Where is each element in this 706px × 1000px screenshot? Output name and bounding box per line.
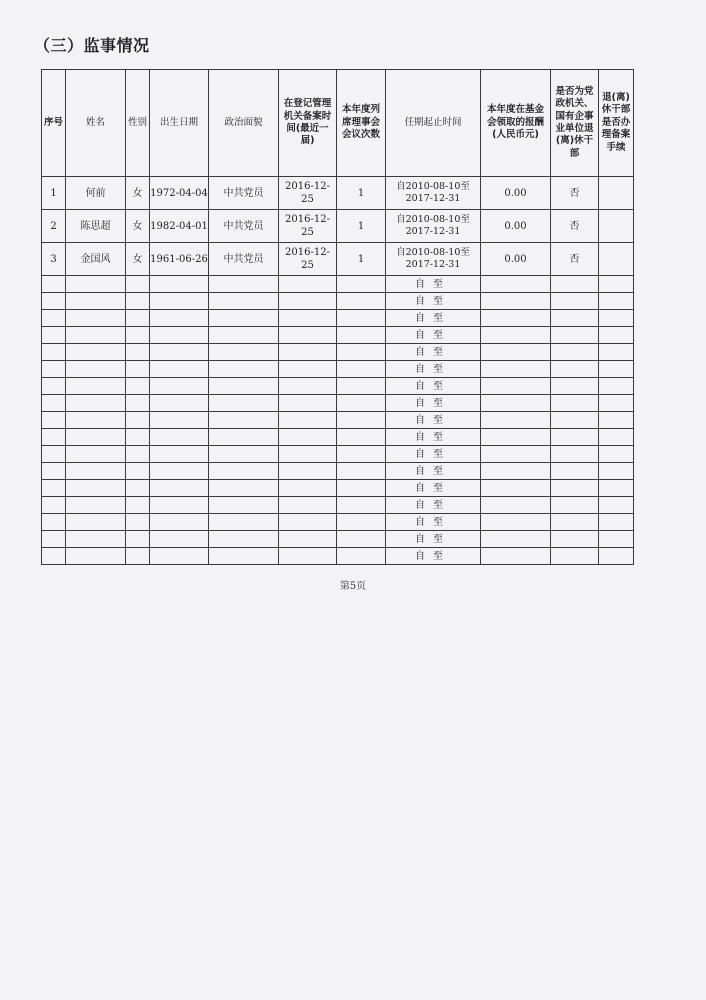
cell-term xyxy=(386,210,481,243)
cell-term: 自至 xyxy=(386,412,481,429)
header-retired-procedure: 退(离)休干部是否办理备案手续 xyxy=(599,70,634,177)
cell-retired-procedure xyxy=(599,210,634,243)
cell-empty xyxy=(126,531,150,548)
cell-empty xyxy=(66,463,126,480)
cell-term: 自至 xyxy=(386,361,481,378)
cell-empty xyxy=(279,327,337,344)
cell-name: 何前 xyxy=(66,177,126,210)
table-row-blank xyxy=(42,395,634,412)
term-start: 自2010-08-10至 xyxy=(396,180,470,192)
header-filing-time: 在登记管理机关备案时间(最近一届) xyxy=(279,70,337,177)
cell-political: 中共党员 xyxy=(209,210,279,243)
cell-filing-time: 2016-12-25 xyxy=(279,177,337,210)
table-row-blank xyxy=(42,378,634,395)
cell-empty xyxy=(551,531,599,548)
cell-empty xyxy=(551,327,599,344)
cell-empty xyxy=(42,310,66,327)
cell-empty xyxy=(279,446,337,463)
cell-empty xyxy=(337,531,386,548)
cell-empty xyxy=(481,531,551,548)
cell-empty xyxy=(481,310,551,327)
cell-empty xyxy=(66,344,126,361)
cell-empty xyxy=(551,480,599,497)
cell-empty xyxy=(150,310,209,327)
cell-empty xyxy=(209,293,279,310)
cell-empty xyxy=(66,548,126,565)
cell-filing-time: 2016-12-25 xyxy=(279,243,337,276)
cell-empty xyxy=(599,344,634,361)
cell-empty xyxy=(42,514,66,531)
cell-empty xyxy=(66,310,126,327)
cell-empty xyxy=(279,463,337,480)
cell-empty xyxy=(209,429,279,446)
cell-term: 自至 xyxy=(386,514,481,531)
page-title: （三）监事情况 xyxy=(34,36,150,55)
cell-empty xyxy=(66,480,126,497)
cell-empty xyxy=(279,378,337,395)
cell-empty xyxy=(209,463,279,480)
cell-birth: 1982-04-01 xyxy=(150,210,209,243)
cell-term: 自至 xyxy=(386,310,481,327)
cell-empty xyxy=(126,548,150,565)
cell-empty xyxy=(279,480,337,497)
cell-meetings: 1 xyxy=(337,243,386,276)
cell-empty xyxy=(551,497,599,514)
cell-empty xyxy=(209,446,279,463)
cell-empty xyxy=(599,395,634,412)
cell-empty xyxy=(599,276,634,293)
cell-term: 自至 xyxy=(386,463,481,480)
cell-empty xyxy=(66,412,126,429)
cell-term: 自至 xyxy=(386,480,481,497)
header-meetings: 本年度列席理事会会议次数 xyxy=(337,70,386,177)
cell-empty xyxy=(279,548,337,565)
term-end: 2017-12-31 xyxy=(405,193,461,204)
cell-empty xyxy=(42,395,66,412)
cell-empty xyxy=(599,514,634,531)
cell-empty xyxy=(279,395,337,412)
cell-empty xyxy=(126,378,150,395)
cell-remuneration: 0.00 xyxy=(481,177,551,210)
cell-retired-procedure xyxy=(599,177,634,210)
table-row-blank xyxy=(42,514,634,531)
cell-empty xyxy=(279,412,337,429)
cell-empty xyxy=(337,429,386,446)
cell-birth: 1972-04-04 xyxy=(150,177,209,210)
cell-name: 金国风 xyxy=(66,243,126,276)
cell-empty xyxy=(126,497,150,514)
cell-empty xyxy=(126,344,150,361)
cell-name: 陈思超 xyxy=(66,210,126,243)
cell-empty xyxy=(150,412,209,429)
cell-empty xyxy=(126,327,150,344)
cell-empty xyxy=(66,276,126,293)
cell-empty xyxy=(42,480,66,497)
cell-empty xyxy=(551,446,599,463)
table-row-blank xyxy=(42,293,634,310)
cell-seq: 1 xyxy=(42,177,66,210)
supervisors-table xyxy=(41,69,634,565)
cell-empty xyxy=(599,463,634,480)
cell-empty xyxy=(126,293,150,310)
cell-empty xyxy=(66,497,126,514)
cell-empty xyxy=(126,446,150,463)
cell-empty xyxy=(551,395,599,412)
cell-term: 自至 xyxy=(386,395,481,412)
cell-empty xyxy=(209,378,279,395)
cell-empty xyxy=(209,361,279,378)
cell-empty xyxy=(599,446,634,463)
cell-empty xyxy=(66,293,126,310)
table-row-blank xyxy=(42,361,634,378)
cell-term: 自至 xyxy=(386,276,481,293)
cell-empty xyxy=(481,548,551,565)
cell-seq: 3 xyxy=(42,243,66,276)
cell-empty xyxy=(481,276,551,293)
cell-empty xyxy=(279,293,337,310)
cell-empty xyxy=(337,276,386,293)
cell-empty xyxy=(126,514,150,531)
table-row-blank xyxy=(42,480,634,497)
cell-empty xyxy=(337,344,386,361)
cell-empty xyxy=(150,514,209,531)
table-row-blank xyxy=(42,531,634,548)
cell-meetings: 1 xyxy=(337,177,386,210)
cell-term xyxy=(386,243,481,276)
cell-empty xyxy=(126,276,150,293)
cell-gender: 女 xyxy=(126,243,150,276)
cell-empty xyxy=(66,395,126,412)
table-header-row xyxy=(42,70,634,177)
cell-term xyxy=(386,177,481,210)
cell-empty xyxy=(481,293,551,310)
table-row-blank xyxy=(42,327,634,344)
cell-empty xyxy=(42,497,66,514)
cell-empty xyxy=(42,344,66,361)
term-start: 自2010-08-10至 xyxy=(396,246,470,258)
cell-empty xyxy=(150,497,209,514)
cell-empty xyxy=(599,497,634,514)
header-name: 姓名 xyxy=(66,70,126,177)
cell-empty xyxy=(42,327,66,344)
cell-empty xyxy=(209,310,279,327)
cell-gender: 女 xyxy=(126,177,150,210)
cell-empty xyxy=(150,480,209,497)
cell-empty xyxy=(551,514,599,531)
cell-empty xyxy=(337,412,386,429)
page-number: 第5页 xyxy=(339,581,367,592)
cell-empty xyxy=(551,310,599,327)
table-row-blank xyxy=(42,310,634,327)
cell-empty xyxy=(551,276,599,293)
cell-empty xyxy=(150,378,209,395)
cell-political: 中共党员 xyxy=(209,243,279,276)
cell-empty xyxy=(209,412,279,429)
cell-empty xyxy=(551,293,599,310)
cell-empty xyxy=(337,446,386,463)
cell-gender: 女 xyxy=(126,210,150,243)
cell-empty xyxy=(42,412,66,429)
cell-empty xyxy=(66,446,126,463)
header-retired-cadre: 是否为党政机关、国有企事业单位退(离)休干部 xyxy=(551,70,599,177)
cell-term: 自至 xyxy=(386,531,481,548)
cell-empty xyxy=(209,497,279,514)
cell-term: 自至 xyxy=(386,497,481,514)
table-row xyxy=(42,210,634,243)
cell-empty xyxy=(66,531,126,548)
cell-empty xyxy=(337,378,386,395)
cell-empty xyxy=(42,293,66,310)
cell-empty xyxy=(150,361,209,378)
cell-empty xyxy=(150,344,209,361)
cell-empty xyxy=(42,446,66,463)
cell-term: 自至 xyxy=(386,378,481,395)
cell-retired-cadre: 否 xyxy=(551,177,599,210)
cell-term: 自至 xyxy=(386,429,481,446)
term-end: 2017-12-31 xyxy=(405,226,461,237)
cell-empty xyxy=(126,480,150,497)
cell-empty xyxy=(42,276,66,293)
cell-empty xyxy=(126,310,150,327)
cell-retired-cadre: 否 xyxy=(551,210,599,243)
table-row-blank xyxy=(42,446,634,463)
cell-empty xyxy=(279,514,337,531)
cell-empty xyxy=(337,395,386,412)
cell-term: 自至 xyxy=(386,327,481,344)
cell-term: 自至 xyxy=(386,446,481,463)
cell-empty xyxy=(337,548,386,565)
cell-empty xyxy=(126,395,150,412)
table-row-blank xyxy=(42,497,634,514)
cell-remuneration: 0.00 xyxy=(481,243,551,276)
cell-empty xyxy=(599,327,634,344)
cell-retired-cadre: 否 xyxy=(551,243,599,276)
cell-empty xyxy=(42,548,66,565)
cell-term: 自至 xyxy=(386,548,481,565)
cell-empty xyxy=(599,548,634,565)
cell-empty xyxy=(150,548,209,565)
cell-empty xyxy=(150,395,209,412)
cell-empty xyxy=(150,276,209,293)
cell-empty xyxy=(42,378,66,395)
cell-empty xyxy=(551,429,599,446)
cell-empty xyxy=(551,361,599,378)
cell-empty xyxy=(599,480,634,497)
cell-empty xyxy=(42,531,66,548)
cell-empty xyxy=(126,361,150,378)
cell-empty xyxy=(481,412,551,429)
cell-empty xyxy=(599,310,634,327)
header-political: 政治面貌 xyxy=(209,70,279,177)
cell-empty xyxy=(150,463,209,480)
cell-empty xyxy=(42,429,66,446)
cell-empty xyxy=(337,310,386,327)
table-row-blank xyxy=(42,344,634,361)
cell-empty xyxy=(551,412,599,429)
table-row xyxy=(42,243,634,276)
cell-retired-procedure xyxy=(599,243,634,276)
cell-empty xyxy=(599,361,634,378)
cell-empty xyxy=(481,344,551,361)
cell-empty xyxy=(209,480,279,497)
cell-empty xyxy=(42,463,66,480)
header-birth: 出生日期 xyxy=(150,70,209,177)
cell-empty xyxy=(150,293,209,310)
table-row xyxy=(42,177,634,210)
cell-empty xyxy=(209,327,279,344)
cell-empty xyxy=(337,361,386,378)
cell-empty xyxy=(599,429,634,446)
cell-empty xyxy=(150,446,209,463)
term-start: 自2010-08-10至 xyxy=(396,213,470,225)
cell-term: 自至 xyxy=(386,344,481,361)
cell-empty xyxy=(481,378,551,395)
cell-empty xyxy=(337,327,386,344)
cell-empty xyxy=(481,446,551,463)
cell-empty xyxy=(551,344,599,361)
cell-empty xyxy=(599,378,634,395)
cell-empty xyxy=(279,531,337,548)
cell-empty xyxy=(279,429,337,446)
cell-empty xyxy=(209,514,279,531)
header-term: 任期起止时间 xyxy=(386,70,481,177)
cell-empty xyxy=(279,361,337,378)
cell-meetings: 1 xyxy=(337,210,386,243)
cell-empty xyxy=(481,514,551,531)
cell-empty xyxy=(66,429,126,446)
cell-remuneration: 0.00 xyxy=(481,210,551,243)
cell-empty xyxy=(481,361,551,378)
cell-empty xyxy=(279,310,337,327)
cell-empty xyxy=(599,412,634,429)
cell-empty xyxy=(150,327,209,344)
cell-seq: 2 xyxy=(42,210,66,243)
cell-empty xyxy=(481,395,551,412)
term-end: 2017-12-31 xyxy=(405,259,461,270)
cell-empty xyxy=(42,361,66,378)
cell-empty xyxy=(337,293,386,310)
cell-empty xyxy=(337,480,386,497)
cell-empty xyxy=(209,395,279,412)
cell-political: 中共党员 xyxy=(209,177,279,210)
cell-empty xyxy=(481,327,551,344)
cell-empty xyxy=(599,293,634,310)
cell-empty xyxy=(150,429,209,446)
header-gender: 性别 xyxy=(126,70,150,177)
cell-empty xyxy=(337,463,386,480)
cell-empty xyxy=(209,531,279,548)
cell-empty xyxy=(66,361,126,378)
cell-empty xyxy=(66,378,126,395)
cell-empty xyxy=(337,497,386,514)
table-row-blank xyxy=(42,463,634,480)
cell-term: 自至 xyxy=(386,293,481,310)
cell-empty xyxy=(66,514,126,531)
table-row-blank xyxy=(42,276,634,293)
cell-empty xyxy=(66,327,126,344)
table-row-blank xyxy=(42,429,634,446)
table-row-blank xyxy=(42,548,634,565)
cell-empty xyxy=(551,548,599,565)
cell-empty xyxy=(150,531,209,548)
cell-empty xyxy=(126,429,150,446)
cell-empty xyxy=(279,497,337,514)
cell-empty xyxy=(126,412,150,429)
cell-empty xyxy=(209,276,279,293)
table-row-blank xyxy=(42,412,634,429)
cell-empty xyxy=(209,548,279,565)
cell-empty xyxy=(481,497,551,514)
header-remuneration: 本年度在基金会领取的报酬(人民币元) xyxy=(481,70,551,177)
cell-empty xyxy=(551,463,599,480)
header-seq: 序号 xyxy=(42,70,66,177)
cell-empty xyxy=(126,463,150,480)
cell-filing-time: 2016-12-25 xyxy=(279,210,337,243)
cell-empty xyxy=(481,429,551,446)
cell-empty xyxy=(481,480,551,497)
cell-empty xyxy=(481,463,551,480)
cell-empty xyxy=(279,276,337,293)
cell-empty xyxy=(337,514,386,531)
cell-empty xyxy=(551,378,599,395)
cell-birth: 1961-06-26 xyxy=(150,243,209,276)
cell-empty xyxy=(279,344,337,361)
cell-empty xyxy=(209,344,279,361)
cell-empty xyxy=(599,531,634,548)
